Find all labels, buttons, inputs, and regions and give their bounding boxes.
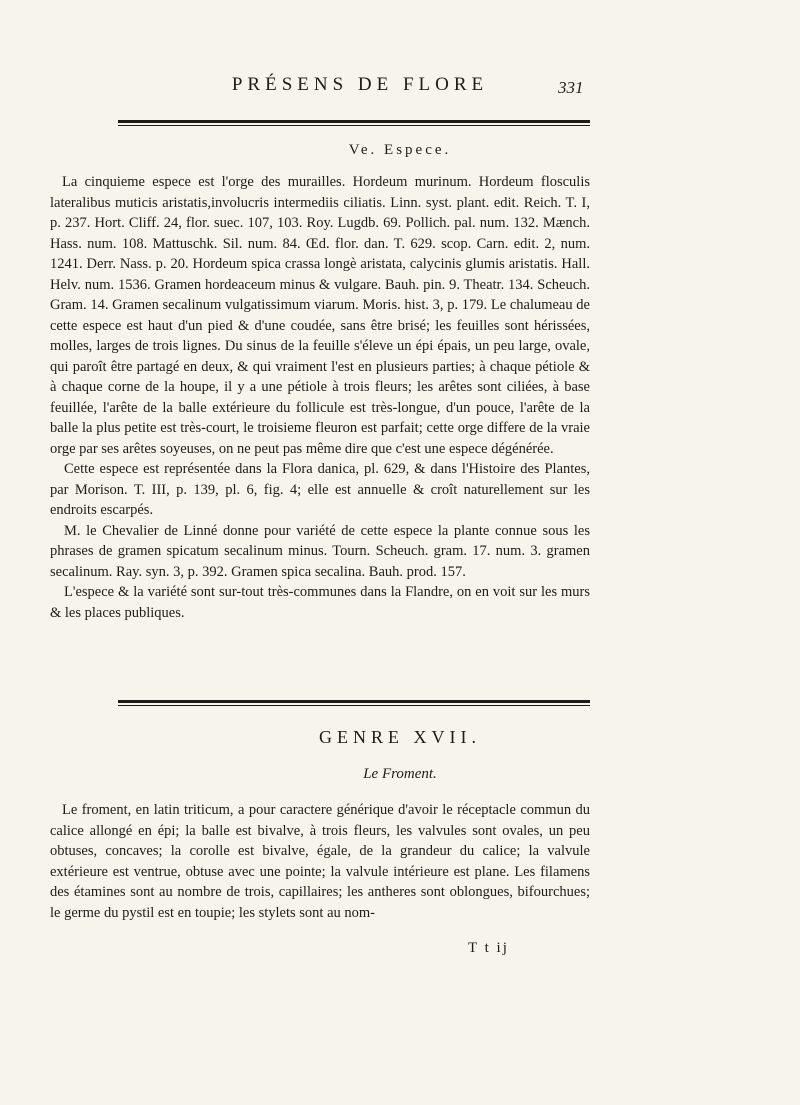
page-number: 331 bbox=[558, 78, 584, 97]
genre-text bbox=[50, 800, 590, 923]
species-paragraph-2: Cette espece est représentée dans la Flora danica, pl. 629, & dans l'Histoire des Plantes, par Morison. T. III, p. 139, pl. 6, fig. 4; elle est annuelle & croît naturellement sur les endroits escarpés. bbox=[50, 461, 590, 518]
section-rule-thin bbox=[118, 705, 590, 706]
species-heading: Ve. Espece. bbox=[348, 142, 452, 158]
genre-paragraph: Le froment, en latin triticum, a pour caractere générique d'avoir le réceptacle commun du calice allongé en épi; la balle est bivalve, à trois fleurs, les valvules sont ovales, un peu obtuses, concaves; la corolle est bivalve, égale, de la grandeur du calice; la valvule extérieure est ventrue, obtuse avec une pointe; la valvule intérieure est plane. Les filamens des étamines sont au nombre de trois, capillaires; les antheres sont oblongues, bifourchues; le germe du pystil est en toupie; les stylets sont au nom- bbox=[50, 802, 590, 921]
genre-heading: GENRE XVII. bbox=[319, 727, 481, 747]
species-text bbox=[50, 172, 590, 623]
section-rule bbox=[118, 700, 590, 703]
species-paragraph-4: L'espece & la variété sont sur-tout très-communes dans la Flandre, on en voit sur les murs & les places publiques. bbox=[50, 584, 590, 621]
running-head: PRÉSENS DE FLORE bbox=[231, 74, 489, 95]
top-rule-thin bbox=[118, 125, 590, 126]
species-paragraph-1: La cinquieme espece est l'orge des murailles. Hordeum murinum. Hordeum flosculis lateralibus muticis aristatis,involucris intermediis ciliatis. Linn. syst. plant. edit. Reich. T. I, p. 237. Hort. Cliff. 24, flor. suec. 107, 103. Roy. Lugdb. 69. Pollich. pal. num. 132. Mænch. Hass. num. 108. Mattuschk. Sil. num. 84. Œd. flor. dan. T. 629. scop. Carn. edit. 2, num. 1241. Derr. Nass. p. 20. Hordeum spica crassa longè aristata, calycinis glumis aristatis. Hall. Helv. num. 1536. Gramen hordeaceum minus & vulgare. Bauh. pin. 9. Theatr. 134. Scheuch. Gram. 14. Gramen secalinum vulgatissimum viarum. Moris. hist. 3, p. 179. Le chalumeau de cette espece est haut d'un pied & d'une coudée, sans être brisé; les feuilles sont hérissées, molles, larges de trois lignes. Du sinus de la feuille s'éleve un épi épais, un peu large, ovale, qui paroît être partagé en deux, & qui vraiment l'est en plusieurs parties; à chaque pétiole & à chaque corne de la houpe, il y a une pétiole à trois fleurs; les arêtes sont ciliées, à base feuillée, l'arête de la balle extérieure du follicule est très-longue, d'un pouce, l'arête de la balle la plus petite est très-court, le troisieme fleuron est parfait; cette orge differe de la vraie orge par ses arêtes soyeuses, on ne peut pas même dire que c'est une espece dégénérée. bbox=[50, 174, 590, 457]
genre-subtitle: Le Froment. bbox=[363, 766, 437, 782]
species-paragraph-3: M. le Chevalier de Linné donne pour variété de cette espece la plante connue sous les phrases de gramen spicatum secalinum minus. Tourn. Scheuch. gram. 17. num. 3. gramen secalinum. Ray. syn. 3, p. 392. Gramen spica secalina. Bauh. prod. 157. bbox=[50, 522, 590, 580]
top-rule bbox=[118, 120, 590, 123]
signature-mark: T t ij bbox=[468, 940, 509, 956]
